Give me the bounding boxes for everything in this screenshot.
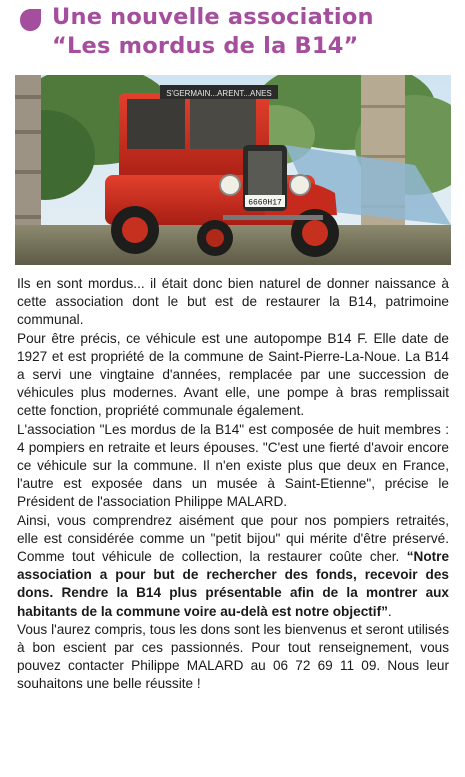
title-line-2: “Les mordus de la B14” — [52, 33, 359, 59]
article-body — [17, 275, 449, 694]
paragraph-objective — [17, 512, 449, 621]
paragraph-intro: Ils en sont mordus... il était donc bien naturel de donner naissance à cette association dont le but est de restaurer la B14, patrimoine communal. — [17, 276, 449, 328]
fire-engine-photo — [15, 75, 451, 265]
objective-text-end: . — [387, 603, 392, 619]
license-plate-text: 6660H17 — [248, 198, 282, 208]
paragraph-association: L'association "Les mordus de la B14" est composée de huit membres : 4 pompiers en retraite et leurs épouses. "C'est une fierté d'avoir encore ce véhicule sur la commune. Il n'en existe plus que deux en France, l'autre est exposée dans un musée à Saint-Etienne", précise le Président de l'association Philippe MALARD. — [17, 421, 449, 510]
paragraph-vehicle-history: Pour être précis, ce véhicule est une autopompe B14 F. Elle date de 1927 et est propriété de la commune de Saint-Pierre-La-Noue. La B14 a servi une vingtaine d'années, remplacée par une succession de véhicules plus modernes. Avant elle, une pompe à bras remplissait cette fonction, propriété communale également. — [17, 330, 449, 419]
objective-quote: “Notre association a pour but de rechercher des fonds, recevoir des dons. Rendre la B14 plus présentable afin de la montrer aux habitants de la commune voire au-delà est notre objectif” — [17, 549, 449, 619]
paragraph-contact: Vous l'aurez compris, tous les dons sont les bienvenus et seront utilisés à bon escient par ces passionnés. Pour tout renseignement, vous pouvez contacter Philippe MALARD au 06 72 69 11 09. Nous leur souhaitons une belle réussite ! — [17, 621, 449, 692]
truck-sign-text: S'GERMAIN...ARENT...ANES — [166, 89, 272, 98]
objective-text-start: Ainsi, vous comprendrez aisément que pour nos pompiers retraités, elle est considérée comme un "petit bijou" qui mérite d'être préservé. Comme tout véhicule de collection, la restaurer coûte cher. — [17, 512, 449, 565]
fire-engine-illustration — [15, 75, 451, 265]
title-line-1: Une nouvelle association — [52, 4, 374, 30]
article-title — [52, 3, 374, 61]
article-header — [0, 0, 465, 70]
drop-bullet-icon — [17, 8, 43, 32]
